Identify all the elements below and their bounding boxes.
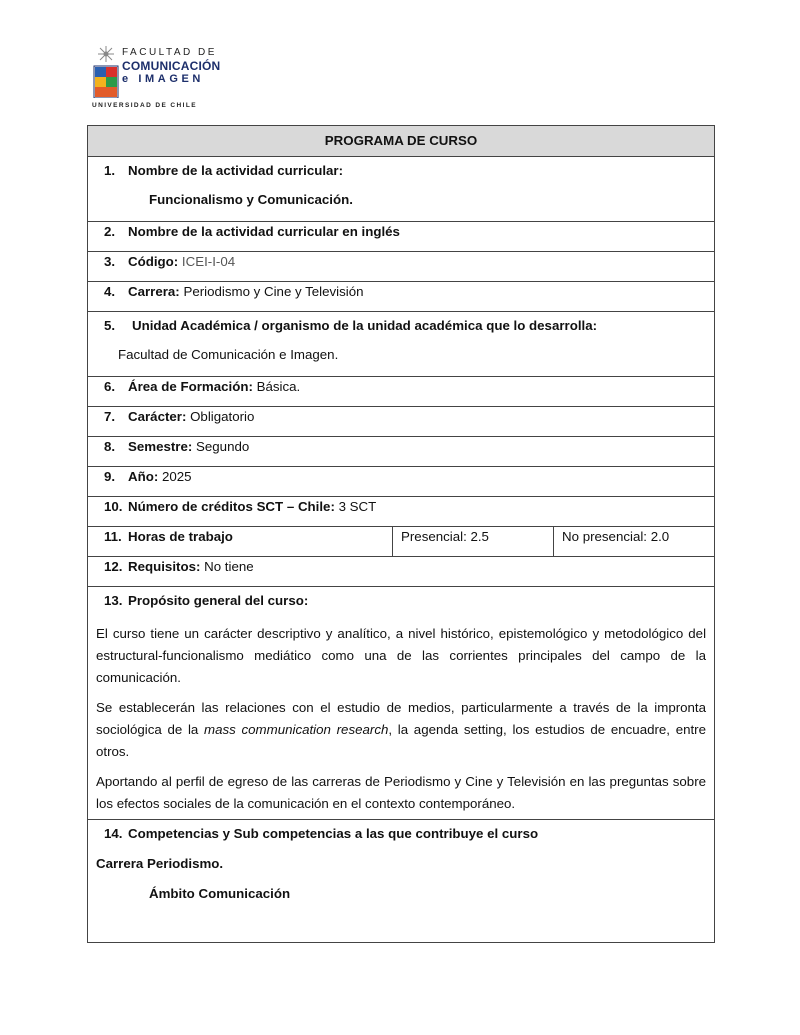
ambito-comunicacion: Ámbito Comunicación (149, 886, 291, 901)
item-1-label: Nombre de la actividad curricular: (128, 163, 344, 178)
item-3-row: 3. Código: ICEI-I-04 (88, 252, 715, 282)
course-program-table (87, 125, 715, 943)
item-8-row: 8. Semestre: Segundo (88, 437, 715, 467)
mass-communication-research-text: mass communication research (204, 722, 389, 737)
item-11-label: Horas de trabajo (128, 529, 233, 544)
item-11-no-presencial: No presencial: 2.0 (554, 527, 715, 557)
faculty-logo (92, 44, 222, 110)
item-8-value: Segundo (196, 439, 250, 454)
item-9-value: 2025 (161, 469, 192, 484)
item-5-value: Facultad de Comunicación e Imagen. (118, 347, 339, 362)
university-crest-icon (92, 44, 120, 98)
logo-line-1: FACULTAD DE (122, 47, 217, 58)
item-4-value: Periodismo y Cine y Televisión (183, 284, 364, 299)
table-header: PROGRAMA DE CURSO (88, 126, 715, 157)
item-4-row: 4. Carrera: Periodismo y Cine y Televisión (88, 282, 715, 312)
item-11-presencial: Presencial: 2.5 (393, 527, 554, 557)
item-12-row: 12. Requisitos: No tiene (88, 557, 715, 587)
item-4-label: Carrera: (128, 284, 180, 299)
item-7-value: Obligatorio (190, 409, 255, 424)
item-9-label: Año: (128, 469, 159, 484)
item-2-label: Nombre de la actividad curricular en inglés (128, 224, 400, 239)
logo-line-3: e IMAGEN (122, 73, 204, 85)
item-13-label: Propósito general del curso: (128, 593, 309, 608)
item-3-value: ICEI-I-04 (181, 254, 236, 269)
logo-line-2: COMUNICACIÓN (122, 59, 221, 73)
item-6-row: 6. Área de Formación: Básica. (88, 377, 715, 407)
item-7-row: 7. Carácter: Obligatorio (88, 407, 715, 437)
logo-university: UNIVERSIDAD DE CHILE (92, 102, 197, 109)
item-7-label: Carácter: (128, 409, 187, 424)
item-10-value: 3 SCT (338, 499, 377, 514)
item-6-value: Básica. (256, 379, 301, 394)
item-5-label: Unidad Académica / organismo de la unidad académica que lo desarrolla: (132, 318, 598, 333)
item-13-row: 13. Propósito general del curso: El curso tiene un carácter descriptivo y analítico, a nivel histórico, epistemológico y metodológico del estructural-funcionalismo mediático como una de las corrientes principales del campo de la comunicación. Se establecerán las relaciones con el estudio de medios, particularmente a través de la impronta sociológica de la mass communication research, la agenda setting, los estudios de encuadre, entre otros. Aportando al perfil de egreso de las carreras de Periodismo y Cine y Televisión en las preguntas sobre los efectos sociales de la comunicación en el contexto contemporáneo. (88, 587, 715, 820)
item-12-label: Requisitos: (128, 559, 201, 574)
item-9-row: 9. Año: 2025 (88, 467, 715, 497)
item-8-label: Semestre: (128, 439, 193, 454)
item-13-paragraph-3: Aportando al perfil de egreso de las carreras de Periodismo y Cine y Televisión en las preguntas sobre los efectos sociales de la comunicación en el contexto contemporáneo. (96, 774, 707, 811)
item-1-row: 1. Nombre de la actividad curricular: Funcionalismo y Comunicación. (88, 157, 715, 222)
item-14-label: Competencias y Sub competencias a las que contribuye el curso (128, 826, 539, 841)
carrera-periodismo: Carrera Periodismo. (96, 856, 224, 871)
item-12-value: No tiene (204, 559, 254, 574)
item-10-row: 10. Número de créditos SCT – Chile: 3 SCT (88, 497, 715, 527)
item-14-row: 14. Competencias y Sub competencias a las que contribuye el curso Carrera Periodismo. Ámbito Comunicación (88, 820, 715, 943)
item-11-row: 11. Horas de trabajo Presencial: 2.5 No presencial: 2.0 (88, 527, 715, 557)
item-3-label: Código: (128, 254, 179, 269)
item-2-row: 2. Nombre de la actividad curricular en inglés (88, 222, 715, 252)
item-13-paragraph-1: El curso tiene un carácter descriptivo y analítico, a nivel histórico, epistemológico y metodológico del estructural-funcionalismo mediático como una de las corrientes principales del campo de la comunicación. (96, 626, 707, 685)
item-1-value: Funcionalismo y Comunicación. (149, 192, 353, 207)
item-5-row: 5. Unidad Académica / organismo de la unidad académica que lo desarrolla: Facultad de Comunicación e Imagen. (88, 312, 715, 377)
item-6-label: Área de Formación: (128, 379, 253, 394)
item-10-label: Número de créditos SCT – Chile: (128, 499, 335, 514)
item-13-paragraph-2: Se establecerán las relaciones con el estudio de medios, particularmente a través de la impronta sociológica de la mass communication research, la agenda setting, los estudios de encuadre, entre otros. (96, 700, 707, 759)
